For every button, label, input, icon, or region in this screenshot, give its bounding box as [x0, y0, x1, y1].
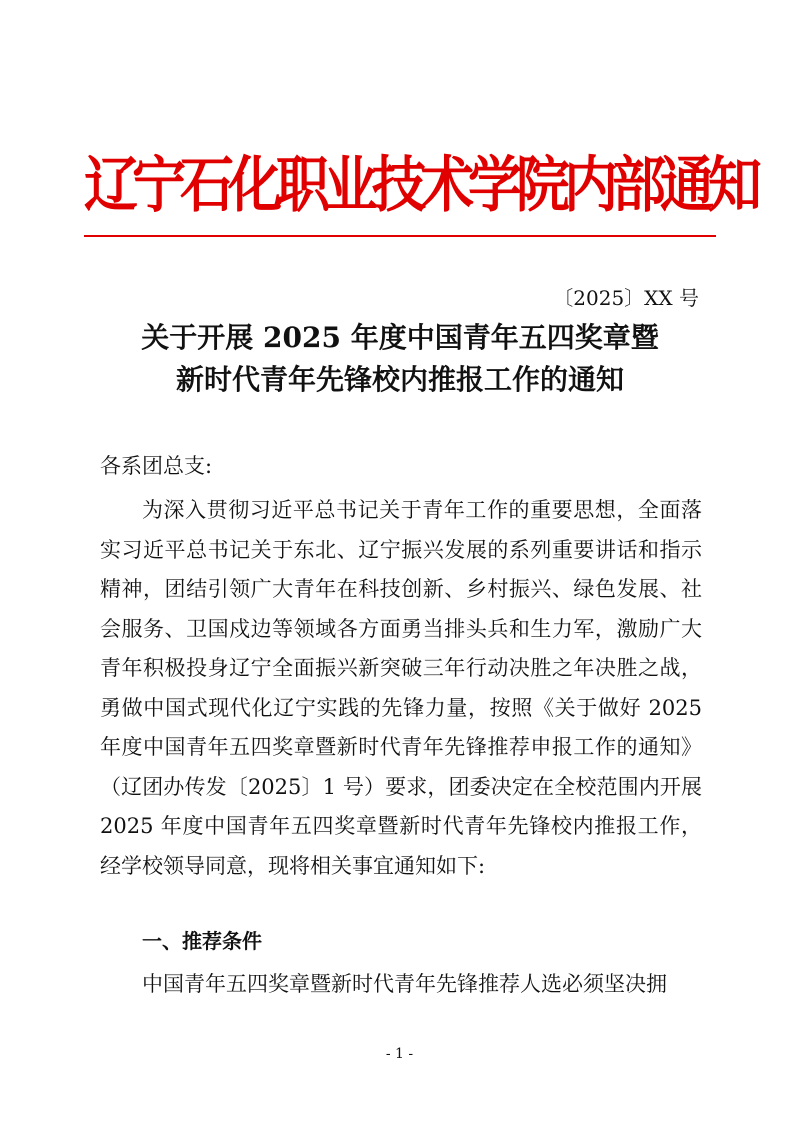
masthead-red-rule — [84, 235, 716, 237]
notice-title-line-2: 新时代青年先锋校内推报工作的通知 — [175, 363, 624, 396]
page-number: - 1 - — [385, 1046, 414, 1062]
section-heading: 一、推荐条件 — [142, 929, 262, 953]
salutation: 各系团总支: — [100, 454, 213, 478]
section-paragraph: 中国青年五四奖章暨新时代青年先锋推荐人选必须坚决拥 — [142, 972, 667, 996]
notice-title-line-1: 关于开展 2025 年度中国青年五四奖章暨 — [141, 321, 659, 354]
body-paragraph: 为深入贯彻习近平总书记关于青年工作的重要思想，全面落实习近平总书记关于东北、辽宁振兴发展的系列重要讲话和指示精神，团结引领广大青年在科技创新、乡村振兴、绿色发展、社会服务、卫国戍边等领域各方面勇当排头兵和生力军，激励广大青年积极投身辽宁全面振兴新突破三年行动决胜之年决胜之战，勇做中国式现代化辽宁实践的先锋力量，按照《关于做好 2025 年度中国青年五四奖章暨新时代青年先锋推荐申报工作的通知》（辽团办传发〔2025〕1 号）要求，团委决定在全校范围内开展 2025 年度中国青年五四奖章暨新时代青年先锋校内推报工作，经学校领导同意，现将相关事宜通知如下: — [100, 498, 702, 878]
masthead-title: 辽宁石化职业技术学院内部通知 — [84, 148, 756, 221]
document-number: 〔2025〕XX 号 — [553, 286, 699, 310]
